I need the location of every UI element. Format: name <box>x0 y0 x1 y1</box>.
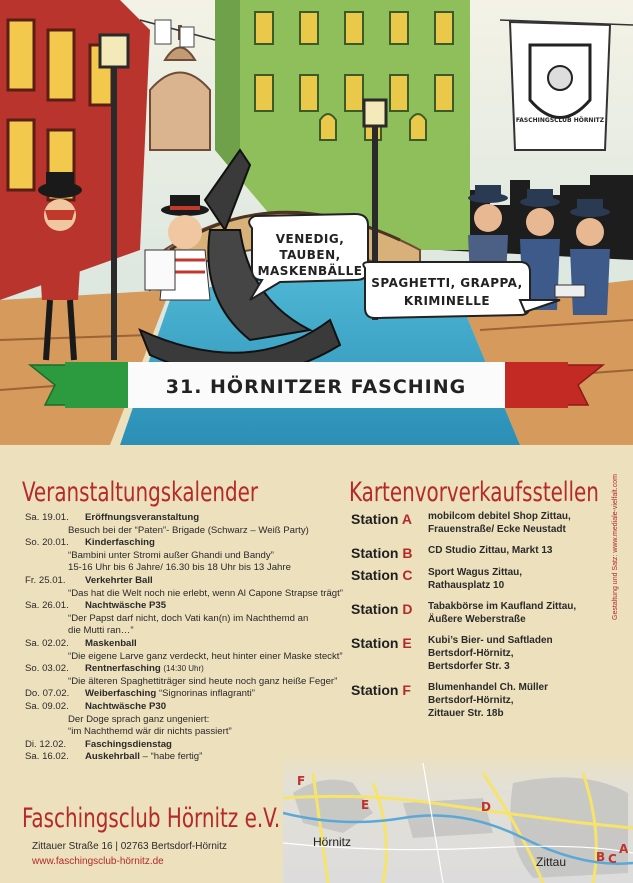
station-word: Station <box>351 545 399 561</box>
station-row <box>351 600 611 626</box>
event-date: So. 20.01. <box>25 537 69 549</box>
station-word: Station <box>351 682 399 698</box>
event-date: Sa. 16.02. <box>25 751 69 763</box>
station-label <box>351 634 428 673</box>
event-detail: Besuch bei der “Paten”- Brigade (Schwarz – Weiß Party) <box>68 524 309 536</box>
station-row <box>351 566 611 592</box>
station-letter: C <box>402 567 413 583</box>
club-website-link[interactable]: www.faschingsclub-hörnitz.de <box>32 856 164 867</box>
event-title: Nachtwäsche P30 <box>85 700 167 712</box>
station-row <box>351 634 611 673</box>
event-title: Kinderfasching <box>85 537 155 549</box>
event-detail: “Die eigene Larve ganz verdeckt, heut hinter einer Maske steckt” <box>68 650 343 662</box>
event-title: Eröffnungsveranstaltung <box>85 512 200 523</box>
event-motto: – “habe fertig” <box>142 751 203 763</box>
event-title: Weiberfasching <box>85 688 157 700</box>
event-date: Do. 07.02. <box>25 688 70 700</box>
event-title: Maskenball <box>85 637 137 649</box>
event-row <box>25 688 345 701</box>
event-row <box>25 638 345 651</box>
map-marker-b: B <box>596 850 606 864</box>
event-row <box>25 600 345 613</box>
event-detail: “Bambini unter Stromi außer Ghandi und Bandy” 15-16 Uhr bis 6 Jahre/ 16.30 bis 18 Uhr bis 13 Jahre <box>68 549 291 574</box>
station-row <box>351 510 611 536</box>
event-detail: “Die älteren Spaghettiträger sind heute noch ganz heiße Feger” <box>68 675 338 687</box>
event-title: Rentnerfasching <box>85 663 161 675</box>
station-label <box>351 600 428 626</box>
station-label <box>351 566 428 592</box>
event-date: Sa. 26.01. <box>25 600 69 612</box>
map-marker-a: A <box>619 842 629 856</box>
station-label <box>351 681 428 720</box>
event-title: Auskehrball <box>85 751 140 763</box>
event-detail: “Das hat die Welt noch nie erlebt, wenn Al Capone Strapse trägt” <box>68 587 343 599</box>
bubble-line: SPAGHETTI, GRAPPA, <box>371 276 523 290</box>
event-title: Faschingsdienstag <box>85 738 172 750</box>
station-address: Blumenhandel Ch. Müller Bertsdorf-Hörnitz, Zittauer Str. 18b <box>428 682 549 719</box>
event-date: Fr. 25.01. <box>25 574 66 586</box>
bubble-line: VENEDIG, <box>275 232 345 246</box>
event-row <box>25 537 345 550</box>
club-name: Faschingsclub Hörnitz e.V. <box>22 803 281 834</box>
event-date: Di. 12.02. <box>25 738 67 750</box>
banner-title: 31. HÖRNITZER FASCHING <box>165 376 467 398</box>
station-row <box>351 544 611 561</box>
station-word: Station <box>351 567 399 583</box>
station-word: Station <box>351 635 399 651</box>
event-row <box>25 575 345 588</box>
event-title: Verkehrter Ball <box>85 574 153 586</box>
station-label <box>351 510 428 536</box>
event-row <box>25 701 345 714</box>
location-map <box>283 753 633 883</box>
station-letter: F <box>402 682 411 698</box>
bubble-line: MASKENBÄLLE <box>257 264 363 278</box>
event-detail: “Der Papst darf nicht, doch Vati kan(n) im Nachthemd an die Mutti ran…” <box>68 612 309 637</box>
map-marker-c: C <box>608 852 617 866</box>
event-row <box>25 739 345 752</box>
speech-bubble-spaghetti <box>363 262 560 318</box>
info-section <box>0 445 633 883</box>
station-label <box>351 544 428 561</box>
club-flag-text: FASCHINGSCLUB HÖRNITZ <box>515 117 605 124</box>
station-address: Sport Wagus Zittau, Rathausplatz 10 <box>428 567 523 591</box>
bubble-line: TAUBEN, <box>279 248 341 262</box>
club-address: Zittauer Straße 16 | 02763 Bertsdorf-Hörnitz <box>32 841 227 852</box>
station-address: Kubi’s Bier- und Saftladen Bertsdorf-Hörnitz, Bertsdorfer Str. 3 <box>428 635 553 672</box>
event-calendar <box>25 512 345 764</box>
station-letter: A <box>401 511 412 527</box>
event-detail: Der Doge sprach ganz ungeniert: “im Nachthemd wär dir nichts passiert” <box>68 713 232 738</box>
station-row <box>351 681 611 720</box>
event-banner <box>30 362 603 408</box>
event-motto: “Signorinas inflagranti” <box>158 688 255 700</box>
map-town-zittau: Zittau <box>536 855 567 869</box>
events-heading: Veranstaltungskalender <box>22 477 259 508</box>
station-address: CD Studio Zittau, Markt 13 <box>428 545 553 556</box>
station-word: Station <box>351 511 399 527</box>
map-marker-d: D <box>481 800 491 814</box>
map-town-hoernitz: Hörnitz <box>313 835 352 849</box>
ticket-station-list <box>351 510 611 720</box>
ticket-sales-heading: Kartenvorverkaufsstellen <box>349 477 599 508</box>
map-marker-e: E <box>361 798 370 812</box>
station-letter: E <box>402 635 412 651</box>
event-row <box>25 663 345 676</box>
event-time: (14:30 Uhr) <box>163 664 204 674</box>
station-word: Station <box>351 601 399 617</box>
station-address: mobilcom debitel Shop Zittau, Frauenstraße/ Ecke Neustadt <box>428 511 571 535</box>
event-date: Sa. 09.02. <box>25 700 69 712</box>
map-marker-f: F <box>297 774 306 788</box>
station-address: Tabakbörse im Kaufland Zittau, Äußere Weberstraße <box>428 601 577 625</box>
design-credit: Gestaltung und Satz: www.mediale-vielfalt.com <box>612 474 619 620</box>
event-date: So. 03.02. <box>25 663 69 675</box>
station-letter: D <box>402 601 413 617</box>
event-date: Sa. 19.01. <box>25 512 69 523</box>
station-letter: B <box>402 545 413 561</box>
event-date: Sa. 02.02. <box>25 637 69 649</box>
event-row <box>25 512 345 525</box>
event-title: Nachtwäsche P35 <box>85 600 167 612</box>
bubble-line: KRIMINELLE <box>403 294 491 308</box>
